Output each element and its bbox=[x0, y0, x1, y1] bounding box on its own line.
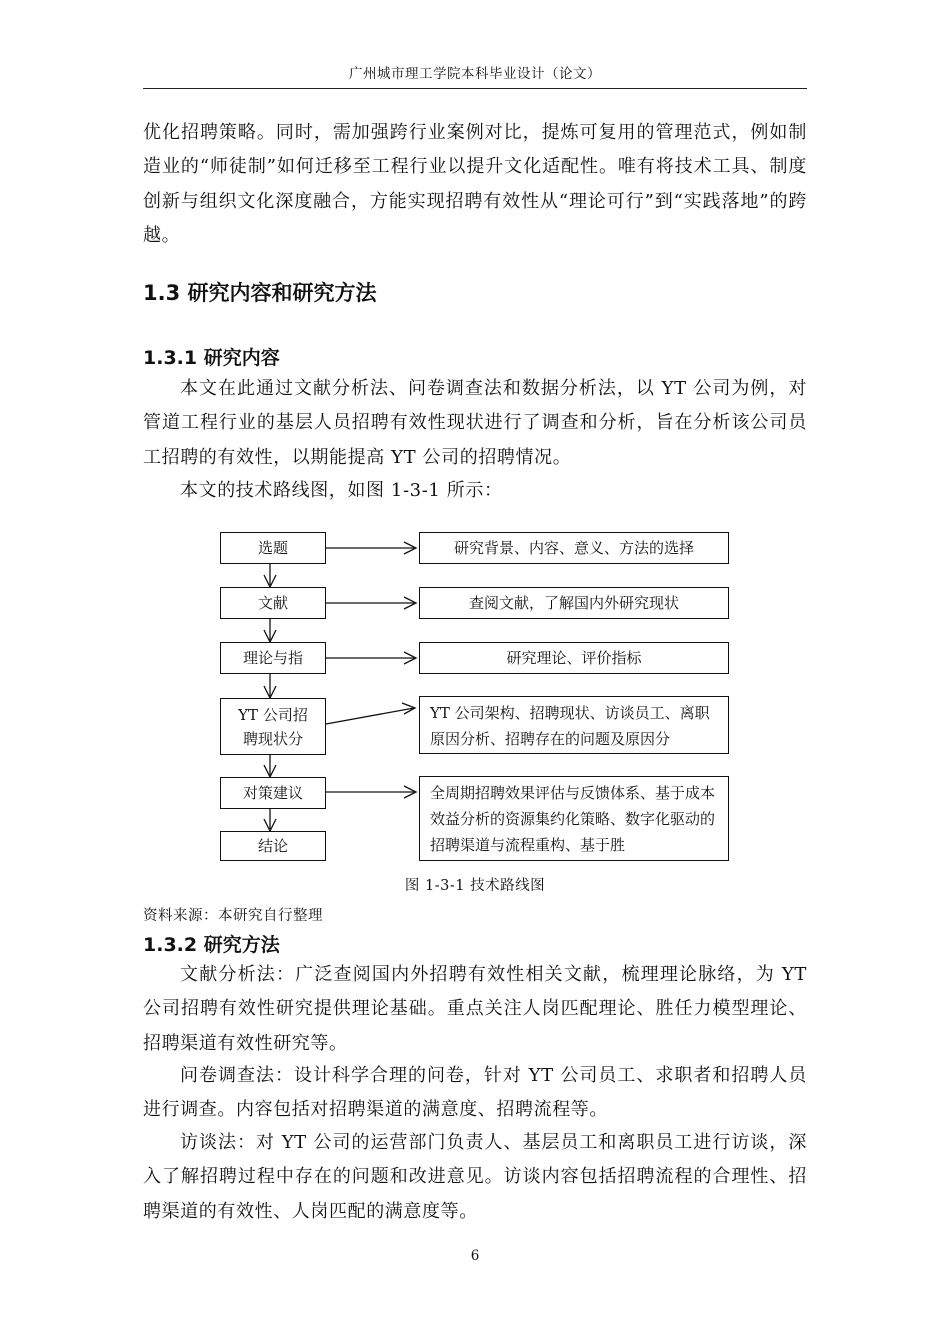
intro-paragraph: 优化招聘策略。同时，需加强跨行业案例对比，提炼可复用的管理范式，例如制造业的“师徒制”如何迁移至工程行业以提升文化适配性。唯有将技术工具、制度创新与组织文化深度融合，方能实现招聘有效性从“理论可行”到“实践落地”的跨越。 bbox=[143, 122, 807, 246]
page-number: 6 bbox=[470, 1248, 480, 1264]
flow-step-conclusion: 结论 bbox=[220, 831, 326, 861]
roadmap-intro-paragraph: 本文的技术路线图，如图 1-3-1 所示： bbox=[180, 480, 503, 501]
flow-detail-status-analysis: YT 公司架构、招聘现状、访谈员工、离职原因分析、招聘存在的问题及原因分 bbox=[419, 696, 729, 754]
research-content-paragraph: 本文在此通过文献分析法、问卷调查法和数据分析法，以 YT 公司为例，对管道工程行业的基层人员招聘有效性现状进行了调查和分析，旨在分析该公司员工招聘的有效性，以期能提高 YT 公司的招聘情况。 bbox=[143, 378, 807, 468]
flow-detail-recommendations: 全周期招聘效果评估与反馈体系、基于成本效益分析的资源集约化策略、数字化驱动的招聘渠道与流程重构、基于胜 bbox=[419, 776, 729, 861]
flow-step-theory: 理论与指 bbox=[220, 642, 326, 674]
figure-source: 资料来源：本研究自行整理 bbox=[143, 908, 323, 924]
flow-detail-topic: 研究背景、内容、意义、方法的选择 bbox=[419, 532, 729, 564]
flow-detail-literature: 查阅文献，了解国内外研究现状 bbox=[419, 587, 729, 619]
method-interview-paragraph: 访谈法：对 YT 公司的运营部门负责人、基层员工和离职员工进行访谈，深入了解招聘过程中存在的问题和改进意见。访谈内容包括招聘流程的合理性、招聘渠道的有效性、人岗匹配的满意度等。 bbox=[143, 1132, 807, 1222]
section-heading-1-3-2: 1.3.2 研究方法 bbox=[143, 934, 280, 956]
method-literature-paragraph: 文献分析法：广泛查阅国内外招聘有效性相关文献，梳理理论脉络，为 YT 公司招聘有效性研究提供理论基础。重点关注人岗匹配理论、胜任力模型理论、招聘渠道有效性研究等。 bbox=[143, 964, 807, 1054]
figure-caption: 图 1-3-1 技术路线图 bbox=[404, 878, 546, 894]
flow-step-literature: 文献 bbox=[220, 587, 326, 619]
flow-step-recommendations: 对策建议 bbox=[220, 777, 326, 809]
method-survey-paragraph: 问卷调查法：设计科学合理的问卷，针对 YT 公司员工、求职者和招聘人员进行调查。内容包括对招聘渠道的满意度、招聘流程等。 bbox=[143, 1065, 807, 1121]
page-header: 广州城市理工学院本科毕业设计（论文） bbox=[349, 66, 601, 82]
section-heading-1-3-1: 1.3.1 研究内容 bbox=[143, 347, 280, 369]
section-heading-1-3: 1.3 研究内容和研究方法 bbox=[143, 281, 377, 305]
flow-detail-theory: 研究理论、评价指标 bbox=[419, 642, 729, 674]
flow-step-status-analysis: YT 公司招聘现状分 bbox=[220, 698, 326, 755]
flow-step-topic: 选题 bbox=[220, 532, 326, 564]
